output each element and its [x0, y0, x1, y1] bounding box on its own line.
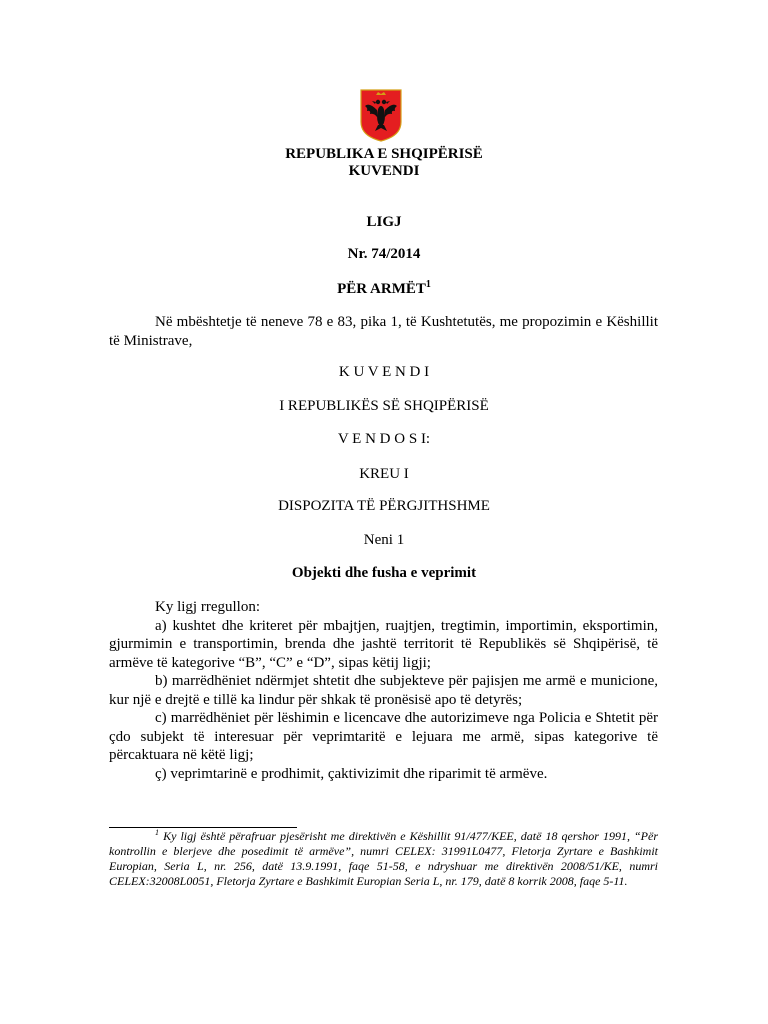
footnote-number: 1	[155, 828, 159, 837]
article-item-a: a) kushtet dhe kriteret për mbajtjen, ruajtjen, tregtimin, importimin, eksportimin, gjurmimin e transportimin, brenda dhe jashtë territorit të Republikës së Shqipërisë, të armëve të kategorive “B”, “C” e “D”, sipas këtij ligji;	[109, 617, 658, 671]
article-label: Neni 1	[363, 532, 405, 548]
chapter-title: DISPOZITA TË PËRGJITHSHME	[278, 498, 490, 514]
article-item-b: b) marrëdhëniet ndërmjet shtetit dhe subjekteve për pajisjen me armë e municione, kur një e drejtë e tillë ka lindur për shkak të pronësisë apo të detyrës;	[109, 673, 658, 708]
footnote-text: Ky ligj është përafruar pjesërisht me direktivën e Këshillit 91/477/KEE, datë 18 qershor 1991, “Për kontrollin e blerjeve dhe posedimit të armëve”, numri CELEX: 31991L0477, Fletorja Zyrtare e Bashkimit Europian, Seria L, nr. 256, datë 13.9.1991, faqe 51-58, e ndryshuar me direktivën 2008/51/KE, numri CELEX:32008L0051, Fletorja Zyrtare e Bashkimit Europian Seria L, nr. 179, datë 8 korrik 2008, faqe 5-11.	[109, 829, 659, 888]
decides-line: V E N D O S I:	[337, 431, 431, 447]
footnote-divider	[109, 827, 297, 828]
article-body	[109, 598, 658, 783]
chapter-label: KREU I	[359, 466, 409, 482]
law-number: Nr. 74/2014	[347, 246, 421, 262]
assembly-line-1: K U V E N D I	[338, 364, 430, 380]
assembly-line-2: I REPUBLIKËS SË SHQIPËRISË	[279, 398, 489, 414]
footnote-reference: 1	[425, 279, 431, 290]
footnote	[109, 829, 658, 889]
article-intro: Ky ligj rregullon:	[155, 599, 260, 615]
preamble: Në mbështetje të neneve 78 e 83, pika 1, të Kushtetutës, me propozimin e Këshillit të Ministrave,	[109, 314, 658, 349]
law-subject-text: PËR ARMËT	[337, 281, 426, 297]
albanian-coat-of-arms-icon	[359, 88, 403, 142]
article-title: Objekti dhe fusha e veprimit	[291, 565, 477, 581]
article-item-c: c) marrëdhëniet për lëshimin e licencave dhe autorizimeve nga Policia e Shtetit për çdo subjekt të interesuar për veprimtaritë e lejuara me armë, sipas kategorive të përcaktuara në këtë ligj;	[109, 710, 658, 763]
header-assembly: KUVENDI	[348, 163, 420, 179]
law-type: LIGJ	[366, 214, 402, 230]
header-republic: REPUBLIKA E SHQIPËRISË	[285, 146, 483, 162]
law-subject	[0, 280, 768, 298]
article-item-c-cedilla: ç) veprimtarinë e prodhimit, çaktivizimit dhe riparimit të armëve.	[155, 765, 548, 782]
